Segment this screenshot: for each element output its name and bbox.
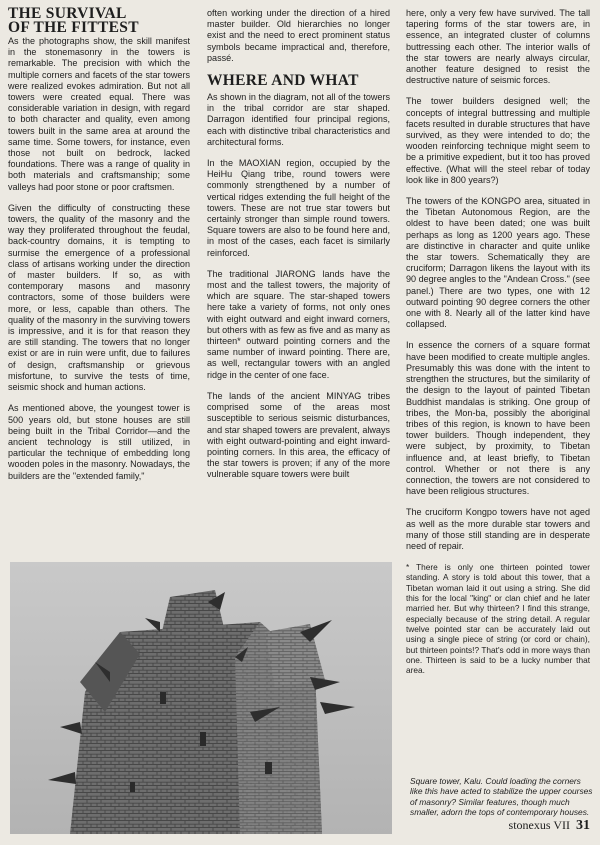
paragraph: The traditional JIARONG lands have the most and the tallest towers, the majority of which are square. The star-shaped towers here take a variety of forms, not only ones with eight outward and eight inward corners, but others with as few as five and as many as thirteen* outward pointing corners and the same number of inward pointing. There are, as well, rectangular towers with an angled ridge in the center of one face. (207, 268, 390, 380)
paragraph: The lands of the ancient MINYAG tribes comprised some of the areas most susceptible to serious seismic disturbances, and star shaped towers are prevalent, always with eight outward-pointing and eight inward-pointing corners. In this area, the efficacy of the star towers is proven; if any of the more vulnerable square towers were built (207, 390, 390, 480)
square-tower-illustration (10, 562, 392, 834)
paragraph: here, only a very few have survived. The tall tapering forms of the star towers are, in essence, an integrated cluster of columns buttressing each other. The interior walls of the star towers are nearly always circular, another feature designed to resist the destructive nature of seismic forces. (406, 8, 590, 86)
magazine-name: stonexus VII (508, 818, 570, 832)
title-line-1: THE SURVIVAL (8, 5, 127, 22)
paragraph: Given the difficulty of constructing these towers, the quality of the masonry and the way they proliferated throughout the feudal, back-country domains, it is tempting to surmise the emergence of a professional class of artisans working under the direction of master builders. If so, as with contemporary masons and masonry contractors, some of those builders were more, or less, capable than others. The quality of the masonry in the surviving towers is impressive, and it is for that reason they are still standing. The towers that no longer exist or are in ruin were unfit, due to failures of design, craftsmanship or grievous misfortune, to survive the tests of time, seismic shock and human actions. (8, 202, 190, 393)
paragraph: The tower builders designed well; the concepts of integral buttressing and multiple facets resulted in durable structures that have survived, as they were intended to do; the wooden reinforcing technique might seem to be a primitive expedient, but it too has proved effective. (What will the steel rebar of today look like in 800 years?) (406, 96, 590, 185)
page-footer (509, 818, 590, 834)
photo-caption: Square tower, Kalu. Could loading the corners like this have acted to stabilize the upper courses of masonry? Similar features, though much smaller, adorn the tops of contemporary houses. (410, 776, 593, 818)
paragraph: In essence the corners of a square format have been modified to create multiple angles. Presumably this was done with the intent to strengthen the structures, but the similarity of the design to the layout of painted Tibetan Buddhist mandalas is striking. One group of tribes, the Mon-ba, possibly the aboriginal tribes of this region, is known to have been tower builders. Though independent, they were subject, by proximity, to Tibetan influence and, at least briefly, to Tibetan control. Whether or not there is any connection, the towers are not considered to have been religious structures. (406, 340, 590, 497)
column-3 (406, 8, 590, 685)
paragraph: As shown in the diagram, not all of the towers in the tribal corridor are star shaped. Darragon identified four principal regions, each with distinctive tribal characteristics and architectural forms. (207, 92, 390, 147)
tower-photo (10, 562, 392, 834)
paragraph: As the photographs show, the skill manifest in the stonemasonry in the towers is remarkable. The precision with which the multiple corners and facets of the star towers were realized evokes admiration. But not all towers were created equal. There was considerable variation in design, with regard to both character and quality, even among towers built in the same area at around the same time. Some towers, for instance, even those not built on bedrock, lacked foundations. There was a range of quality in both materials and craftsmanship; some valleys had poor stone or poor craftsmen. (8, 36, 190, 192)
section-title-survival (8, 7, 139, 35)
paragraph: The towers of the KONGPO area, situated in the Tibetan Autonomous Region, are the oldest to have been dated; one was built perhaps as long as 1200 years ago. These are distinctive in character and quite unlike the star towers. Schematically they are cruciform; Darragon likens the layout with its 90 degree angles to the "Andean Cross." (see panel.) There are two types, one with 12 outward pointing 90 degree corners the other one with 8. Nearly all of the latter kind have collapsed. (406, 196, 590, 330)
column-2 (207, 8, 390, 491)
paragraph: As mentioned above, the youngest tower is 500 years old, but stone houses are still being built in the Tribal Corridor—and the ancient technology is still utilized, in particular the technique of embedding long wooden poles in the masonry. Nowadays, the builders are the "extended family," (8, 403, 190, 481)
paragraph: The cruciform Kongpo towers have not aged as well as the more durable star towers and many of those still standing are in desperate need of repair. (406, 507, 590, 551)
footnote: * There is only one thirteen pointed tower standing. A story is told about this tower, that a Tibetan woman laid it out using a string. She did this for the local "king" or clan chief and he later married her. But why thirteen? I find this strange, especially because of the string detail. A regular twelve pointed star can be accurately laid out using a single piece of string (or cord or chain), but thirteen points!? That's odd in more ways than one. Thirteen is said to be a lucky number that area. (406, 562, 590, 676)
column-1 (8, 36, 190, 492)
paragraph: often working under the direction of a hired master builder. Old hierarchies no longer exist and the need to erect prominent status symbols became impractical and, therefore, passé. (207, 8, 390, 63)
section-title-where-and-what: WHERE AND WHAT (207, 72, 359, 90)
paragraph: In the MAOXIAN region, occupied by the HeiHu Qiang tribe, round towers were commonly strengthened by a number of vertical ridges extending the full height of the towers. These are not true star towers but certainly stronger than simple round towers. Square towers are also to be found here and, in most of the cases, each facet is similarly reinforced. (207, 158, 390, 258)
page-number: 31 (576, 818, 590, 833)
title-line-2: OF THE FITTEST (8, 19, 139, 36)
